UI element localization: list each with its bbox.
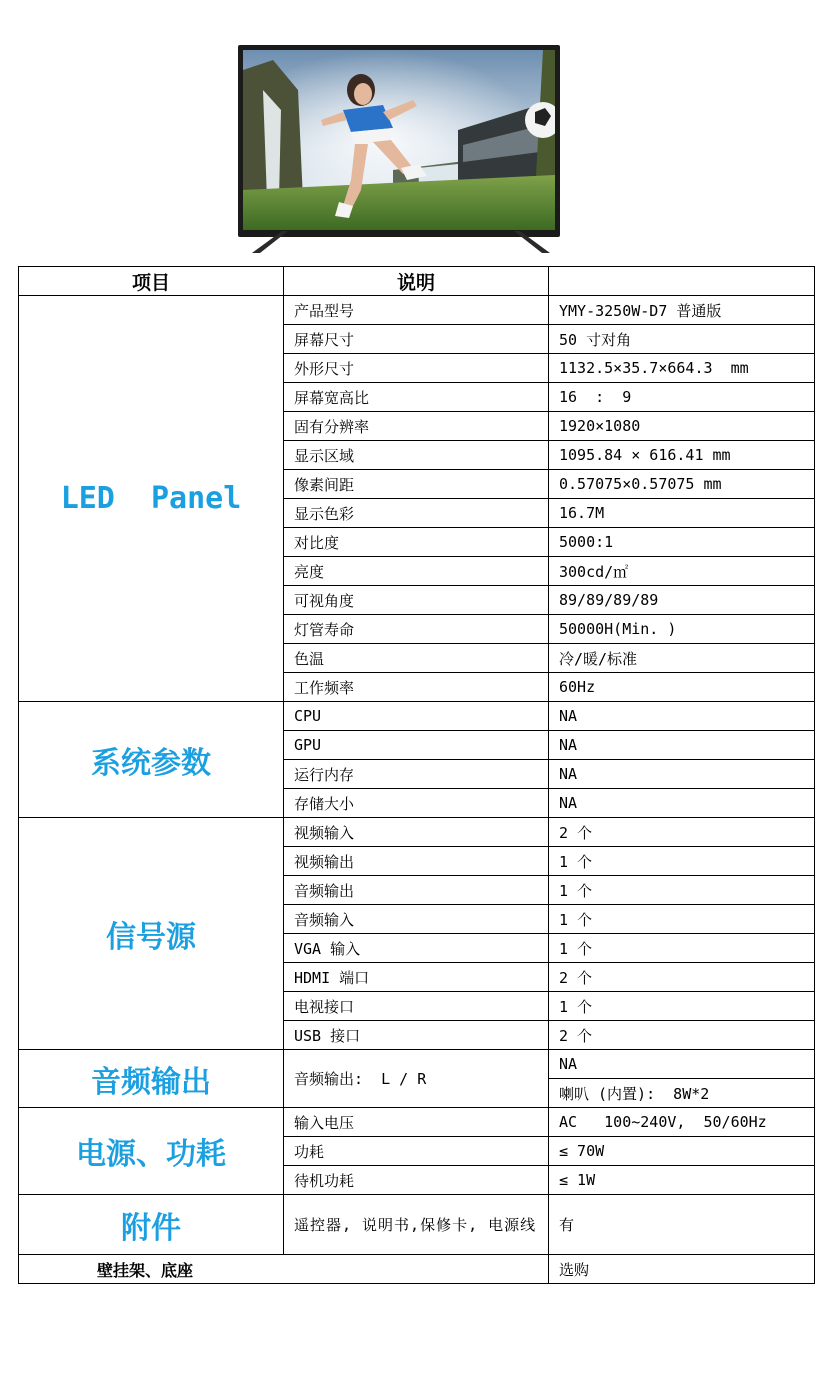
spec-label: 工作频率 [284,673,549,702]
spec-value: YMY-3250W-D7 普通版 [549,296,815,325]
spec-value: NA [549,760,815,789]
spec-label: 灯管寿命 [284,615,549,644]
spec-value: 1 个 [549,992,815,1021]
spec-label: 色温 [284,644,549,673]
spec-value: NA [549,702,815,731]
spec-value: 1 个 [549,934,815,963]
spec-value: NA [549,789,815,818]
spec-label: USB 接口 [284,1021,549,1050]
header-desc: 说明 [284,267,549,296]
spec-value: 50 寸对角 [549,325,815,354]
spec-value: ≤ 1W [549,1166,815,1195]
spec-value: 1095.84 × 616.41 mm [549,441,815,470]
spec-value: NA [549,1050,815,1079]
spec-label: 对比度 [284,528,549,557]
spec-value: 2 个 [549,1021,815,1050]
product-image [238,45,560,237]
spec-value: 60Hz [549,673,815,702]
spec-label: 屏幕尺寸 [284,325,549,354]
spec-label: 存储大小 [284,789,549,818]
spec-value: 1132.5×35.7×664.3 mm [549,354,815,383]
spec-label: 输入电压 [284,1108,549,1137]
spec-label: 显示区域 [284,441,549,470]
spec-value: 喇叭 (内置): 8W*2 [549,1079,815,1108]
spec-value: 300cd/㎡ [549,557,815,586]
spec-value: 16 : 9 [549,383,815,412]
spec-label: 外形尺寸 [284,354,549,383]
spec-value: 5000:1 [549,528,815,557]
tv-stand-right [510,231,550,253]
table-row [19,296,815,325]
spec-label: 电视接口 [284,992,549,1021]
spec-label: 功耗 [284,1137,549,1166]
spec-label: 可视角度 [284,586,549,615]
table-row [19,702,815,731]
optional-label: 壁挂架、底座 [19,1255,549,1284]
spec-label: 视频输出 [284,847,549,876]
category-system: 系统参数 [19,702,284,818]
spec-value: 89/89/89/89 [549,586,815,615]
category-power: 电源、功耗 [19,1108,284,1195]
spec-value: 1 个 [549,876,815,905]
spec-label: 屏幕宽高比 [284,383,549,412]
spec-label: VGA 输入 [284,934,549,963]
optional-value: 选购 [549,1255,815,1284]
spec-label: 待机功耗 [284,1166,549,1195]
header-item: 项目 [19,267,284,296]
spec-value: NA [549,731,815,760]
spec-label: 音频输出 [284,876,549,905]
spec-label: 显示色彩 [284,499,549,528]
table-row [19,1108,815,1137]
category-accessory: 附件 [19,1195,284,1255]
table-row [19,1195,815,1255]
category-signal: 信号源 [19,818,284,1050]
spec-value: 1920×1080 [549,412,815,441]
spec-value: 50000H(Min. ) [549,615,815,644]
spec-label: CPU [284,702,549,731]
category-led-panel: LED Panel [19,296,284,702]
table-row [19,1255,815,1284]
spec-value: 2 个 [549,818,815,847]
spec-label: 运行内存 [284,760,549,789]
spec-value: 16.7M [549,499,815,528]
spec-label: 固有分辨率 [284,412,549,441]
spec-label: 视频输入 [284,818,549,847]
spec-value: 1 个 [549,847,815,876]
spec-table [18,266,815,1284]
spec-label: 音频输入 [284,905,549,934]
header-value [549,267,815,296]
category-audio: 音频输出 [19,1050,284,1108]
table-row [19,818,815,847]
spec-value: 有 [549,1195,815,1255]
spec-label: 遥控器, 说明书,保修卡, 电源线 [284,1195,549,1255]
spec-value: ≤ 70W [549,1137,815,1166]
spec-label: 产品型号 [284,296,549,325]
spec-value: 1 个 [549,905,815,934]
spec-label: 像素间距 [284,470,549,499]
spec-label: 音频输出: L / R [284,1050,549,1108]
table-row [19,1050,815,1079]
spec-value: AC 100~240V, 50/60Hz [549,1108,815,1137]
spec-value: 0.57075×0.57075 mm [549,470,815,499]
tv-screen [243,50,555,230]
spec-label: 亮度 [284,557,549,586]
table-header-row [19,267,815,296]
spec-label: HDMI 端口 [284,963,549,992]
spec-value: 2 个 [549,963,815,992]
spec-label: GPU [284,731,549,760]
tv-stand-left [252,231,292,253]
spec-value: 冷/暖/标准 [549,644,815,673]
